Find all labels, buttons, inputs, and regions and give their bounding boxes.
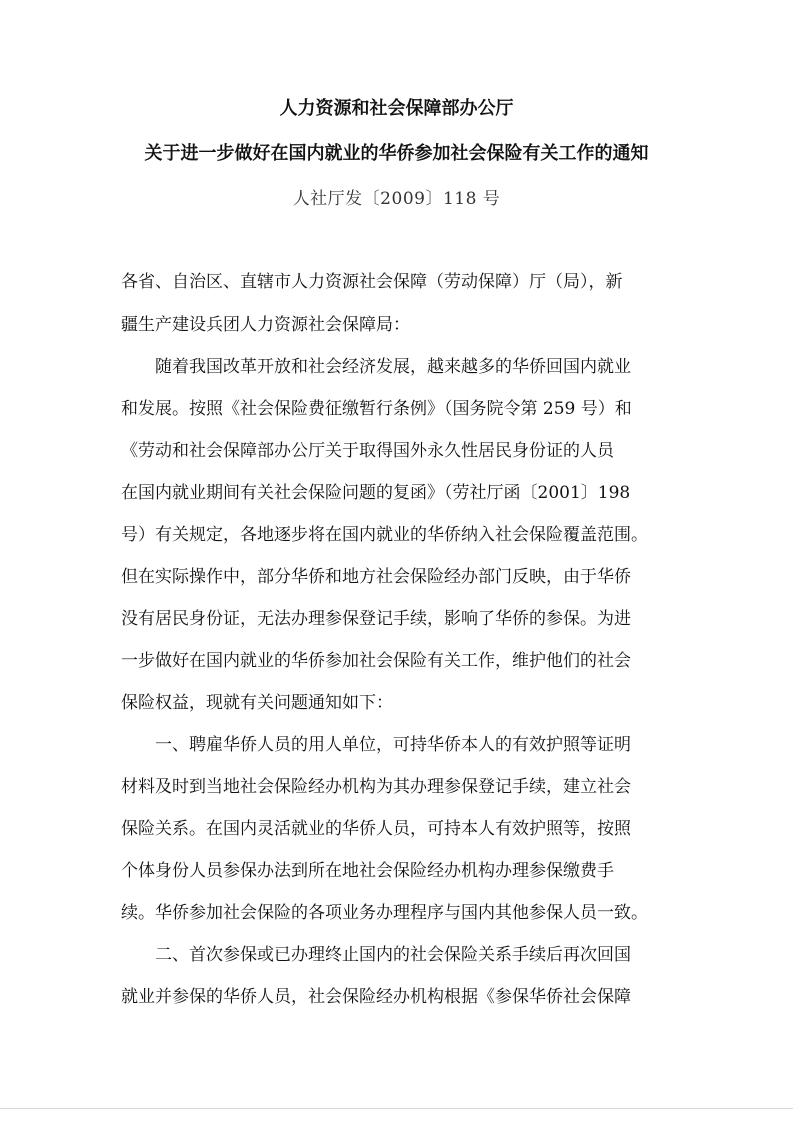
body-line: 保险关系。在国内灵活就业的华侨人员，可持本人有效护照等，按照	[121, 819, 631, 839]
document-number: 人社厅发〔2009〕118 号	[292, 189, 501, 209]
body-line: 就业并参保的华侨人员，社会保险经办机构根据《参保华侨社会保障	[121, 987, 631, 1007]
body-line: 一步做好在国内就业的华侨参加社会保险有关工作，维护他们的社会	[121, 651, 631, 671]
body-line: 材料及时到当地社会保险经办机构为其办理参保登记手续，建立社会	[121, 777, 631, 797]
body-line: 和发展。按照《社会保险费征缴暂行条例》（国务院令第 259 号）和	[121, 399, 632, 419]
issuing-office-title: 人力资源和社会保障部办公厅	[279, 98, 514, 119]
body-line: 随着我国改革开放和社会经济发展，越来越多的华侨回国内就业	[121, 357, 631, 377]
body-line: 但在实际操作中，部分华侨和地方社会保险经办部门反映，由于华侨	[121, 567, 631, 587]
body-line: 号）有关规定，各地逐步将在国内就业的华侨纳入社会保险覆盖范围。	[121, 525, 648, 545]
body-line: 疆生产建设兵团人力资源社会保障局：	[121, 315, 410, 335]
body-line: 没有居民身份证，无法办理参保登记手续，影响了华侨的参保。为进	[121, 609, 631, 629]
body-line: 各省、自治区、直辖市人力资源社会保障（劳动保障）厅（局），新	[121, 272, 623, 292]
body-line: 《劳动和社会保障部办公厅关于取得国外永久性居民身份证的人员	[121, 441, 614, 461]
body-line: 续。华侨参加社会保险的各项业务办理程序与国内其他参保人员一致。	[121, 903, 648, 923]
notice-title: 关于进一步做好在国内就业的华侨参加社会保险有关工作的通知	[144, 143, 649, 164]
body-line: 保险权益，现就有关问题通知如下：	[121, 693, 393, 713]
page-bottom-divider	[0, 1108, 793, 1109]
body-line: 二、首次参保或已办理终止国内的社会保险关系手续后再次回国	[121, 945, 631, 965]
body-line: 一、聘雇华侨人员的用人单位，可持华侨本人的有效护照等证明	[121, 735, 631, 755]
body-line: 在国内就业期间有关社会保险问题的复函》（劳社厅函〔2001〕198	[121, 483, 631, 503]
body-line: 个体身份人员参保办法到所在地社会保险经办机构办理参保缴费手	[121, 861, 614, 881]
